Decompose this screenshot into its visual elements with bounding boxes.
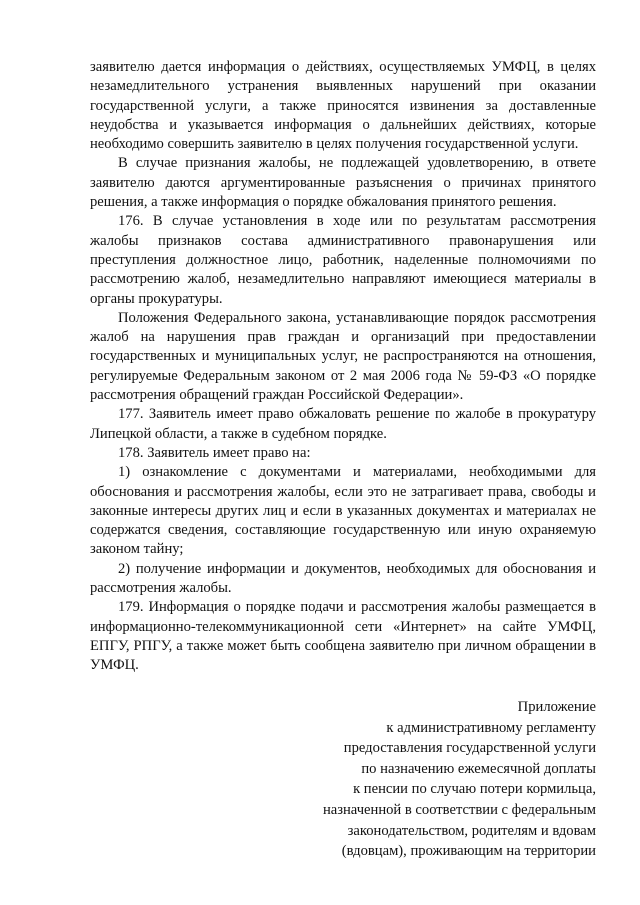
paragraph-179: 179. Информация о порядке подачи и рассмотрения жалобы размещается в информационно-телекоммуникационной сети «Интернет» на сайте УМФЦ, ЕПГУ, РПГУ, а также может быть сообщена заявителю при личном обращении в УМФЦ.	[90, 599, 596, 674]
paragraph-177: 177. Заявитель имеет право обжаловать решение по жалобе в прокуратуру Липецкой области, а также в судебном порядке.	[90, 406, 596, 442]
appendix-line: Приложение	[517, 699, 596, 715]
paragraph-176: 176. В случае установления в ходе или по результатам рассмотрения жалобы признаков состава административного правонарушения или преступления должностное лицо, работник, наделенные полномочиями по рассмотрению жалоб, незамедлительно направляют имеющиеся материалы в органы прокуратуры.	[90, 213, 596, 307]
appendix-line: к пенсии по случаю потери кормильца,	[353, 781, 596, 798]
paragraph-rejection-response: В случае признания жалобы, не подлежащей удовлетворению, в ответе заявителю даются аргументированные разъяснения о причинах принятого решения, а также информация о порядке обжалования принятого решения.	[90, 155, 596, 211]
appendix-line: (вдовцам), проживающим на территории	[341, 843, 596, 860]
paragraph-178-item-1: 1) ознакомление с документами и материалами, необходимыми для обоснования и рассмотрения жалобы, если это не затрагивает права, свободы и законные интересы других лиц и если в указанных документах и материалах не содержатся сведения, составляющие государственную или иную охраняемую законом тайну;	[90, 464, 596, 558]
appendix-line: законодательством, родителям и вдовам	[347, 822, 596, 839]
appendix-line: к административному регламенту	[386, 719, 596, 736]
appendix-line: предоставления государственной услуги	[343, 740, 596, 757]
paragraph-federal-law: Положения Федерального закона, устанавливающие порядок рассмотрения жалоб на нарушения прав граждан и организаций при предоставлении государственных и муниципальных услуг, не распространяются на отношения, регулируемые Федеральным законом от 2 мая 2006 года № 59-ФЗ «О порядке рассмотрения обращений граждан Российской Федерации».	[90, 309, 596, 404]
appendix-header	[300, 697, 596, 862]
document-body	[90, 58, 596, 676]
appendix-line: по назначению ежемесячной доплаты	[361, 760, 596, 777]
paragraph-continuation: заявителю дается информация о действиях, осуществляемых УМФЦ, в целях незамедлительного устранения выявленных нарушений при оказании государственной услуги, а также приносятся извинения за доставленные неудобства и указывается информация о дальнейших действиях, которые необходимо совершить заявителю в целях получения государственной услуги.	[90, 59, 596, 153]
paragraph-178-item-2: 2) получение информации и документов, необходимых для обоснования и рассмотрения жалобы.	[90, 560, 596, 597]
appendix-line: назначенной в соответствии с федеральным	[322, 801, 596, 818]
paragraph-178: 178. Заявитель имеет право на:	[118, 444, 311, 461]
